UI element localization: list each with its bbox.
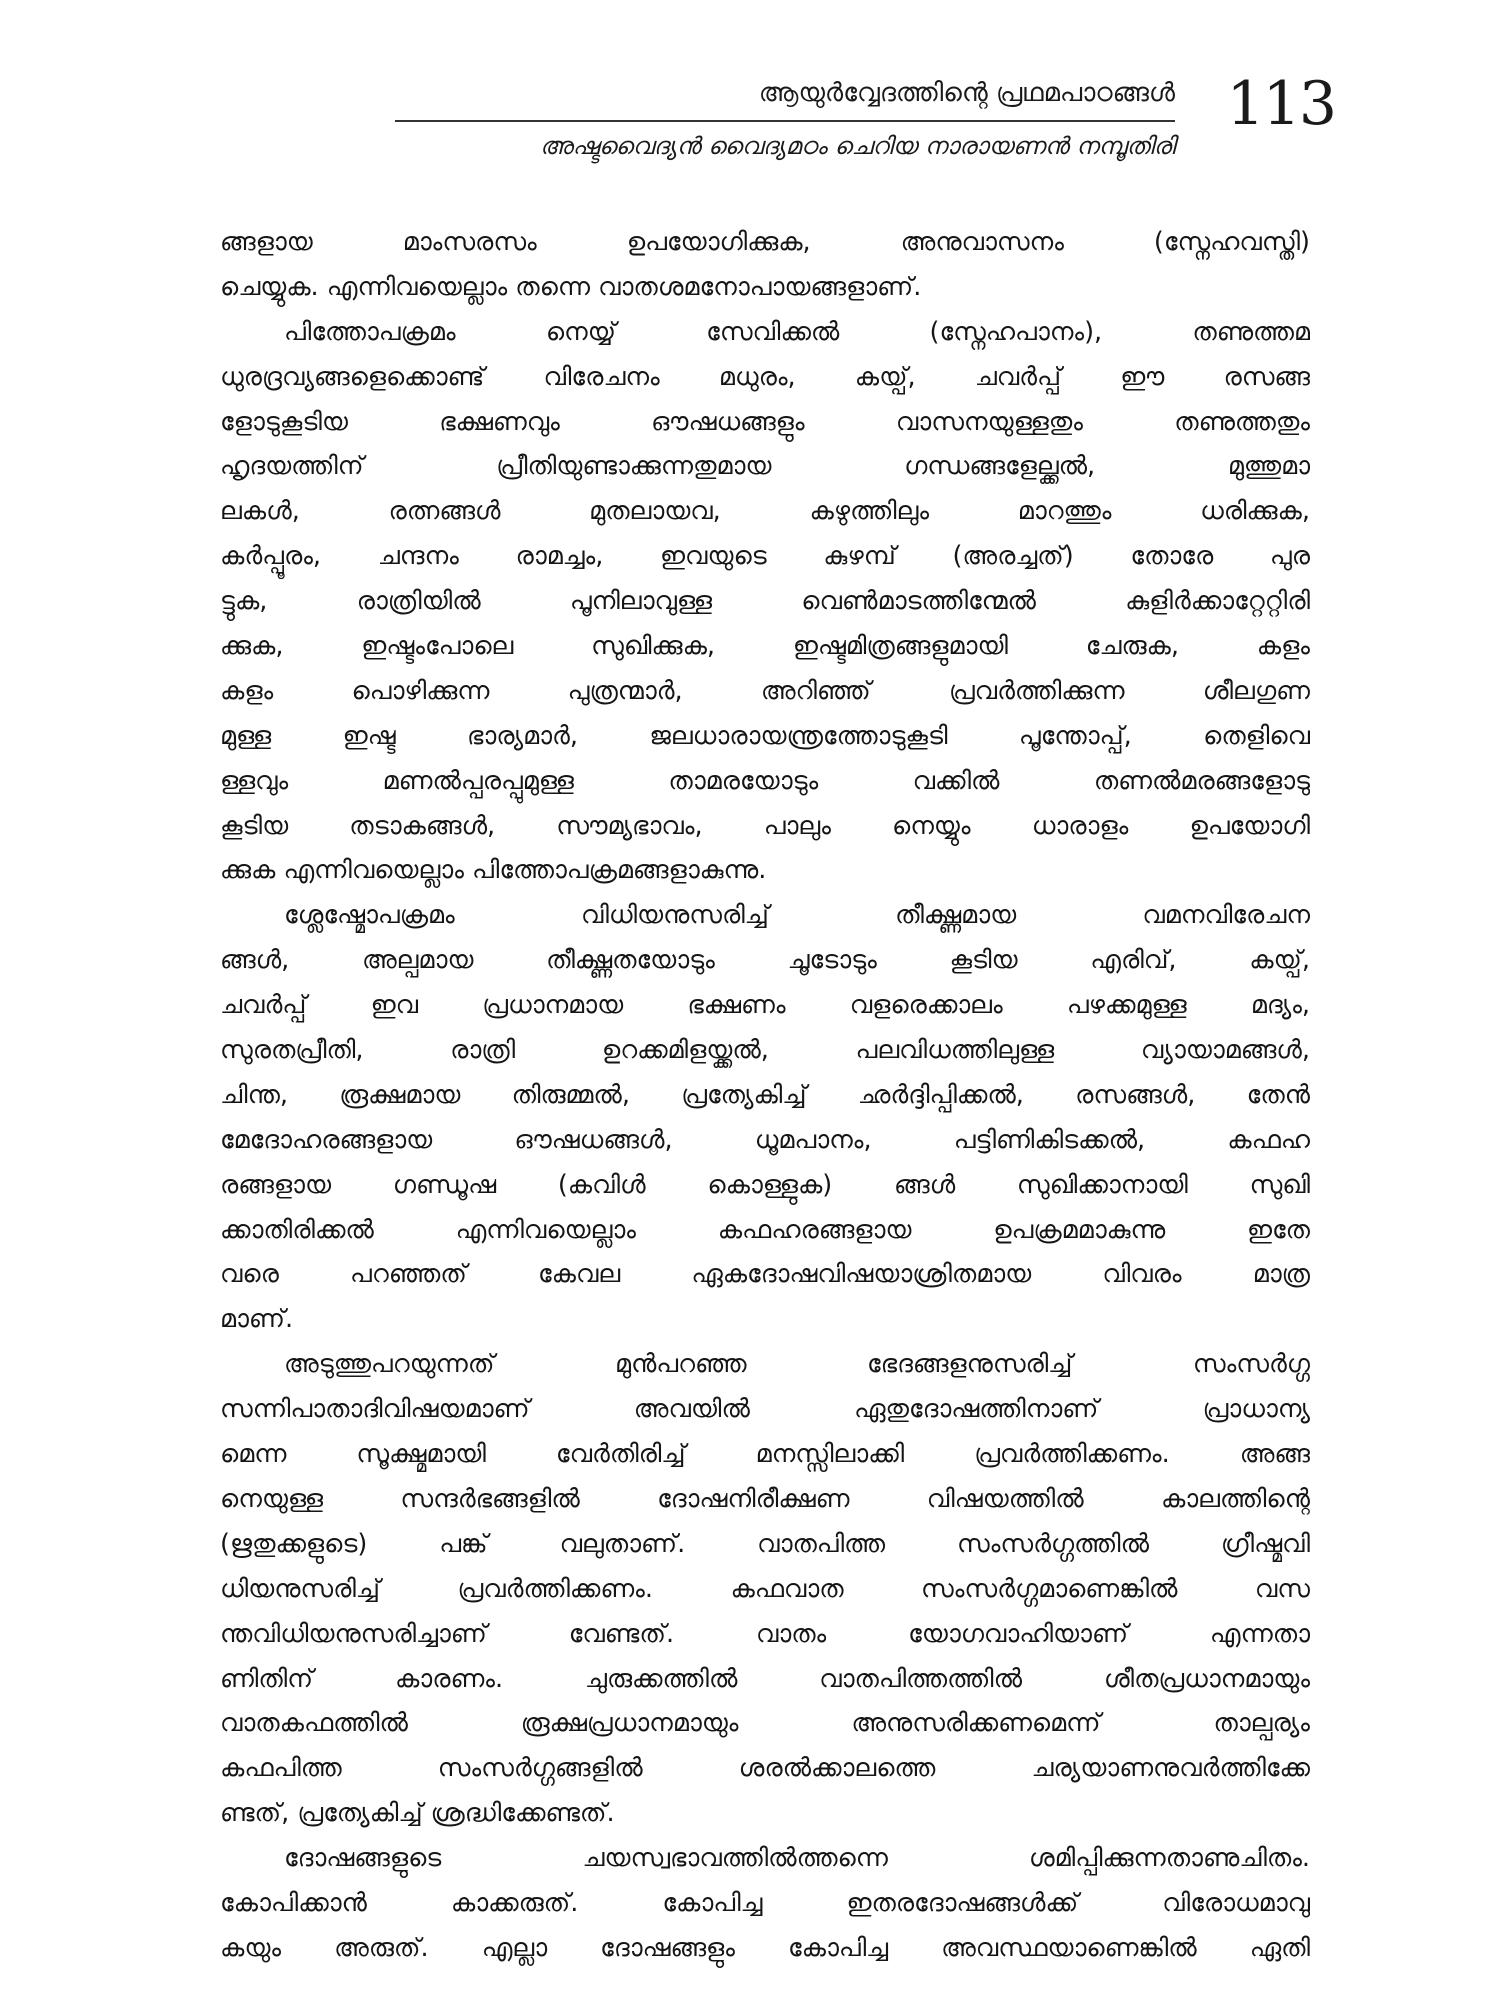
text-line: (ഋതുക്കളുടെ) പങ്ക് വലുതാണ്. വാതപിത്ത സംസർഗ്ഗത്തിൽ ഗ്രീഷ്മവി (220, 1528, 1310, 1559)
running-title: ആയുർവ്വേദത്തിന്റെ പ്രഥമപാഠങ്ങൾ (758, 78, 1175, 108)
text-line: ധുരദ്രവ്യങ്ങളെക്കൊണ്ട് വിരേചനം മധുരം, കയ്പ്, ചവർപ്പ് ഈ രസങ്ങ (220, 361, 1310, 392)
text-line: പിത്തോപക്രമം നെയ്യ് സേവിക്കൽ (സ്നേഹപാനം), തണുത്തമ (284, 316, 1310, 347)
text-line: സുരതപ്രീതി, രാത്രി ഉറക്കമിളയ്ക്കൽ, പലവിധത്തിലുള്ള വ്യായാമങ്ങൾ, (220, 1035, 1310, 1066)
text-line: ങ്ങളായ മാംസരസം ഉപയോഗിക്കുക, അനുവാസനം (സ്നേഹവസ്തി) (220, 227, 1310, 257)
header-rule (395, 120, 1175, 122)
text-line: ള്ളവും മണൽപ്പരപ്പുമുള്ള താമരയോടും വക്കിൽ തണൽമരങ്ങളോടു (220, 765, 1310, 796)
text-line: ധിയനുസരിച്ച് പ്രവർത്തിക്കണം. കഫവാത സംസർഗ്ഗമാണെങ്കിൽ വസ (220, 1573, 1310, 1604)
text-line: ട്ടുക, രാത്രിയിൽ പൂനിലാവുള്ള വെൺമാടത്തിന്മേൽ കുളിർക്കാറ്റേറ്റിരി (220, 586, 1310, 617)
text-line: സന്നിപാതാദിവിഷയമാണ് അവയിൽ ഏതുദോഷത്തിനാണ് പ്രാധാന്യ (220, 1394, 1310, 1425)
text-line: മെന്ന സൂക്ഷ്മമായി വേർതിരിച്ച് മനസ്സിലാക്കി പ്രവർത്തിക്കണം. അങ്ങ (220, 1439, 1310, 1470)
body-text (220, 220, 1310, 1971)
text-line: വരെ പറഞ്ഞത് കേവല ഏകദോഷവിഷയാശ്രിതമായ വിവരം മാത്ര (220, 1259, 1310, 1290)
text-line: ഹൃദയത്തിന് പ്രീതിയുണ്ടാക്കുന്നതുമായ ഗന്ധങ്ങളേല്ക്കൽ, മുത്തുമാ (220, 451, 1310, 482)
text-line: ണ്ടത്, പ്രത്യേകിച്ച് ശ്രദ്ധിക്കേണ്ടത്. (220, 1798, 615, 1829)
text-line: ന്തവിധിയനുസരിച്ചാണ് വേണ്ടത്. വാതം യോഗവാഹിയാണ് എന്നതാ (220, 1618, 1310, 1649)
text-line: ക്കുക, ഇഷ്ടംപോലെ സുഖിക്കുക, ഇഷ്ടമിത്രങ്ങളുമായി ചേരുക, കളം (220, 631, 1310, 662)
text-line: വാതകഫത്തിൽ രൂക്ഷപ്രധാനമായും അനുസരിക്കണമെന്ന് താല്പര്യം (220, 1708, 1310, 1739)
text-line: ക്കാതിരിക്കൽ എന്നിവയെല്ലാം കഫഹരങ്ങളായ ഉപക്രമമാകുന്നു ഇതേ (220, 1214, 1310, 1245)
text-line: അടുത്തുപറയുന്നത് മുൻപറഞ്ഞ ഭേദങ്ങളനുസരിച്ച് സംസർഗ്ഗ (284, 1349, 1310, 1380)
text-line: ലകൾ, രത്നങ്ങൾ മുതലായവ, കഴുത്തിലും മാറത്തും ധരിക്കുക, (220, 496, 1310, 527)
text-line: കഫപിത്ത സംസർഗ്ഗങ്ങളിൽ ശരൽക്കാലത്തെ ചര്യയാണനുവർത്തിക്കേ (220, 1753, 1310, 1784)
page-number: 113 (1226, 69, 1335, 139)
text-line: കയും അരുത്. എല്ലാ ദോഷങ്ങളും കോപിച്ച അവസ്ഥയാണെങ്കിൽ ഏതി (220, 1932, 1310, 1963)
text-line: നെയുള്ള സന്ദർഭങ്ങളിൽ ദോഷനിരീക്ഷണ വിഷയത്തിൽ കാലത്തിന്റെ (220, 1483, 1310, 1514)
text-line: ചവർപ്പ് ഇവ പ്രധാനമായ ഭക്ഷണം വളരെക്കാലം പഴക്കമുള്ള മദ്യം, (220, 990, 1310, 1021)
text-line: ചിന്ത, രൂക്ഷമായ തിരുമ്മൽ, പ്രത്യേകിച്ച് ഛർദ്ദിപ്പിക്കൽ, രസങ്ങൾ, തേൻ (220, 1079, 1310, 1110)
text-line: ങ്ങൾ, അല്പമായ തീക്ഷ്ണതയോടും ചൂടോടും കൂടിയ എരിവ്, കയ്പ്, (220, 945, 1310, 976)
page-header (385, 69, 1335, 174)
text-line: മാണ്. (220, 1304, 294, 1335)
text-line: കർപ്പൂരം, ചന്ദനം രാമച്ചം, ഇവയുടെ കുഴമ്പ് (അരച്ചത്) തോരേ പുര (220, 541, 1310, 572)
text-line: ശ്ലേഷ്മോപക്രമം വിധിയനുസരിച്ച് തീക്ഷ്ണമായ വമനവിരേചന (284, 900, 1310, 931)
text-line: ളോടുകൂടിയ ഭക്ഷണവും ഔഷധങ്ങളും വാസനയുള്ളതും തണുത്തതും (220, 406, 1310, 437)
text-line: ക്കുക എന്നിവയെല്ലാം പിത്തോപക്രമങ്ങളാകുന്നു. (220, 855, 767, 886)
text-line: ണിതിന് കാരണം. ചുരുക്കത്തിൽ വാതപിത്തത്തിൽ ശീതപ്രധാനമായും (220, 1663, 1310, 1694)
text-line: കോപിക്കാൻ കാക്കരുത്. കോപിച്ച ഇതരദോഷങ്ങൾക്ക് വിരോധമാവു (220, 1887, 1310, 1918)
text-line: ദോഷങ്ങളുടെ ചയസ്വഭാവത്തിൽത്തന്നെ ശമിപ്പിക്കുന്നതാണുചിതം. (284, 1843, 1310, 1874)
text-line: കളം പൊഴിക്കുന്ന പുത്രന്മാർ, അറിഞ്ഞ് പ്രവർത്തിക്കുന്ന ശീലഗുണ (220, 675, 1310, 706)
text-line: കൂടിയ തടാകങ്ങൾ, സൗമ്യഭാവം, പാലും നെയ്യും ധാരാളം ഉപയോഗി (220, 810, 1310, 841)
text-line: മേദോഹരങ്ങളായ ഔഷധങ്ങൾ, ധൂമപാനം, പട്ടിണികിടക്കൽ, കഫഹ (220, 1124, 1310, 1155)
running-author: അഷ്ടവൈദ്യൻ വൈദ്യമഠം ചെറിയ നാരായണൻ നമ്പൂതിരി (539, 132, 1175, 160)
text-line: മുള്ള ഇഷ്ട ഭാര്യമാർ, ജലധാരായന്ത്രത്തോടുകൂടി പൂന്തോപ്പ്, തെളിവെ (220, 720, 1310, 751)
text-line: രങ്ങളായ ഗണ്ഡൂഷ (കവിൾ കൊള്ളുക) ങ്ങൾ സുഖിക്കാനായി സുഖി (220, 1169, 1310, 1200)
text-line: ചെയ്യുക. എന്നിവയെല്ലാം തന്നെ വാതശമനോപായങ്ങളാണ്. (220, 271, 922, 302)
